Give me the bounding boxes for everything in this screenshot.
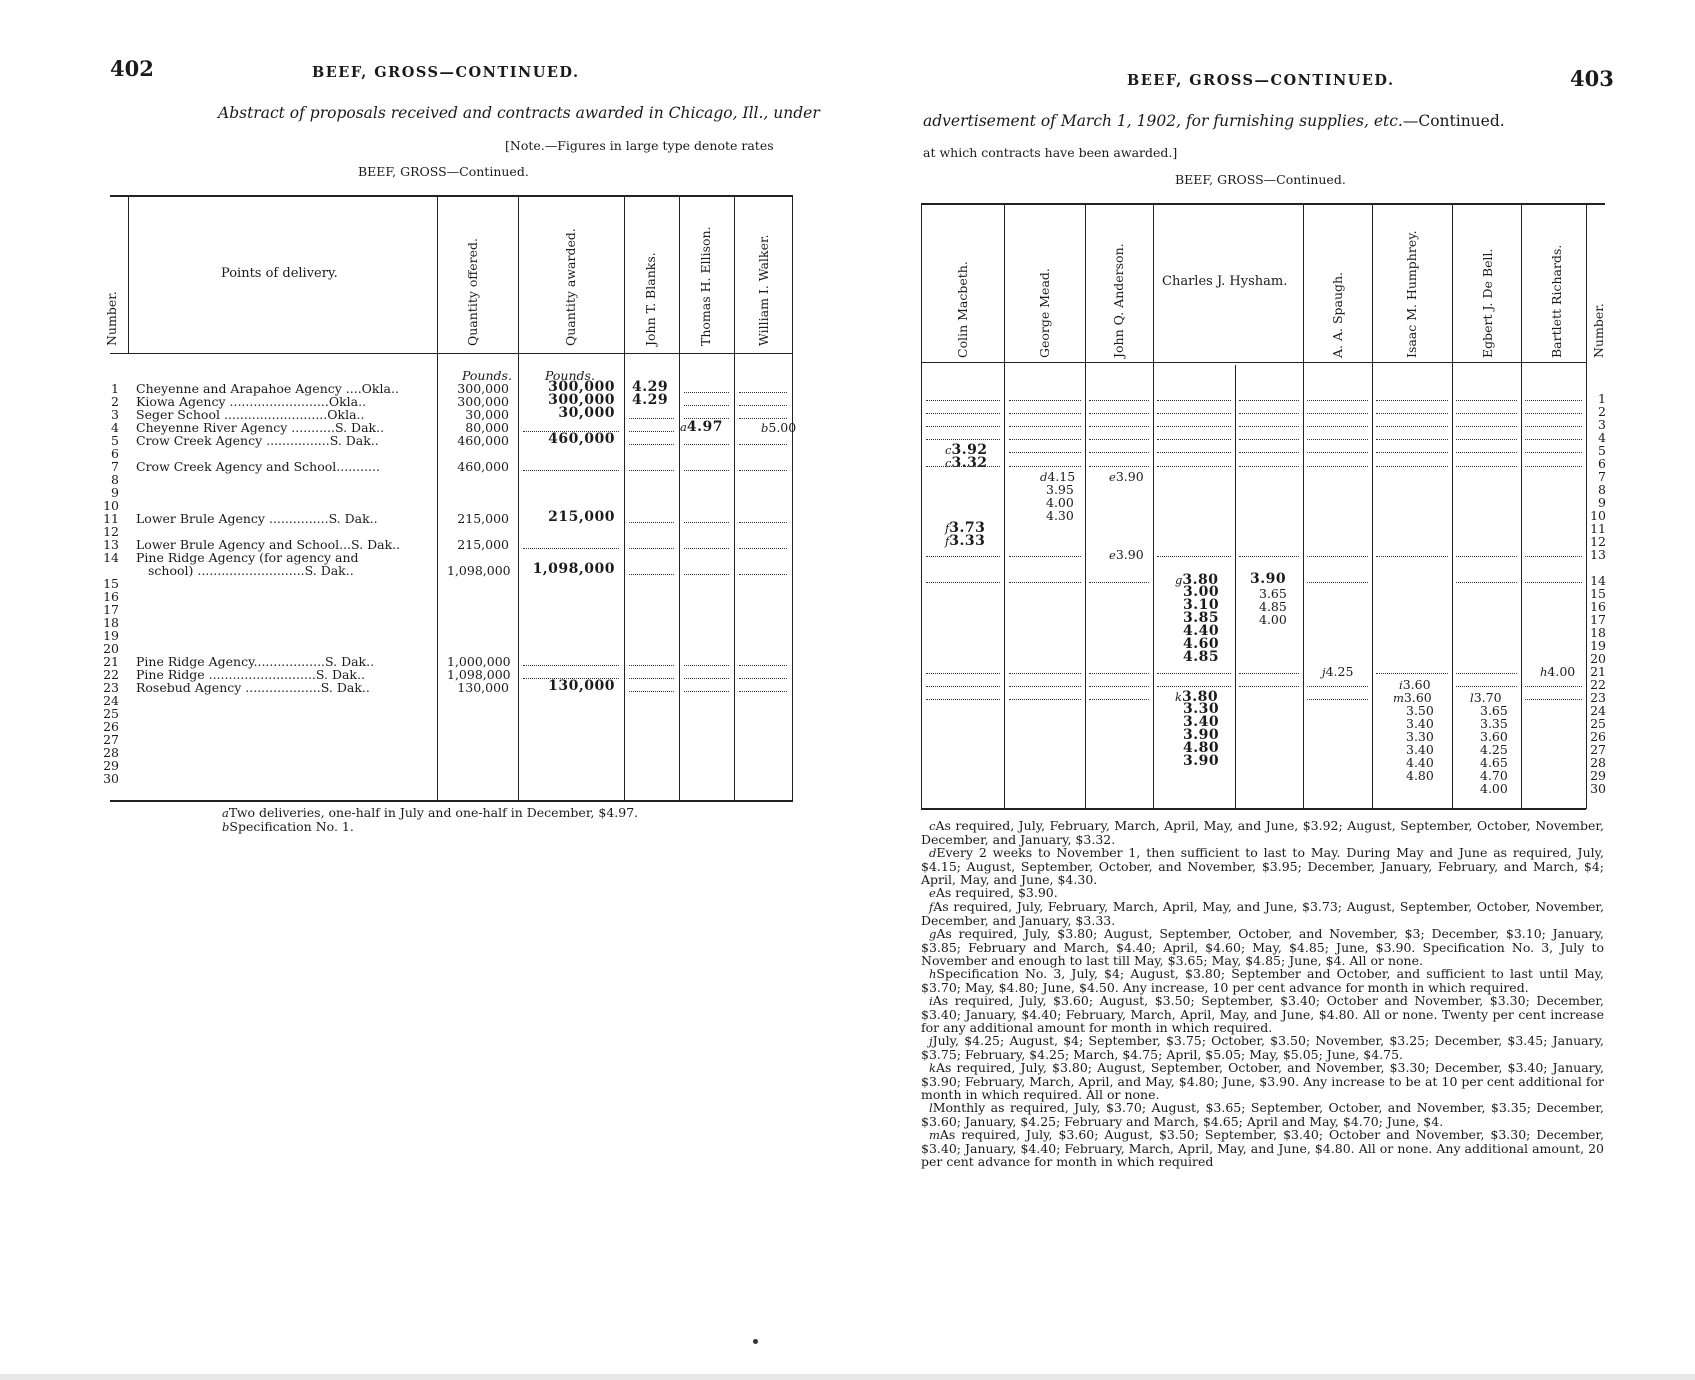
running-head-right: BEEF, GROSS—CONTINUED. [1127,72,1395,89]
offered-cell: 80,000 [465,420,509,435]
header-debell: Egbert J. De Bell. [1480,248,1495,358]
mead-cell: 3.95 [1046,482,1074,497]
header-richards: Bartlett Richards. [1549,244,1564,358]
header-mead: George Mead. [1037,268,1052,358]
hysham-cell: k3.80 [1175,689,1219,705]
row-number: 15 [103,576,119,591]
awarded-cell: 30,000 [558,405,615,421]
row-number: 9 [111,485,119,500]
row-number: 29 [1590,768,1606,783]
footnotes-right: cAs required, July, February, March, April, May, and June, $3.92; August, September, October, November, December, and January, $3.32. dEvery 2 weeks to November 1, then sufficient to last to May. During May and June as required, July, $4.15; August, September, October, and November, $3.95; December, January, February, and March, $4; April, May, and June, $4.30. eAs required, $3.90. fAs required, July, February, March, April, May, and June, $3.73; August, September, October, November, December, and January, $3.33. gAs required, July, $3.80; August, September, October, and November, $3; December, $3.10; January, $3.85; February and March, $4.40; April, $4.60; May, $4.85; June, $3.90. Specification No. 3, July to November and enough to last till May, $3.65; May, $4.85; June, $4. All or none. hSpecification No. 3, July, $4; August, $3.80; September and October, and sufficient to last until May, $3.70; May, $4.80; June, $4.50. Any increase, 10 per cent advance for month in which required. iAs required, July, $3.60; August, $3.50; September, $3.40; October and November, $3.30; December, $3.40; January, $4.40; February, March, April, May, and June, $4.80. All or none. Twenty per cent increase for any additional amount for month in which required. jJuly, $4.25; August, $4; September, $3.75; October, $3.50; November, $3.25; December, $3.45; January, $3.75; February, $4.25; March, $4.75; April, $5.05; May, $5.05; June, $4.75. kAs required, July, $3.80; August, September, October, and November, $3.30; December, $3.40; January, $3.90; February, March, April, and May, $4.80; June, $3.90. Any increase to be at 10 per cent additional for month in which required. All or none. lMonthly as required, July, $3.70; August, $3.65; September, October, and November, $3.35; December, $3.60; January, $4.25; February and March, $4.65; April and May, $4.70; June, $4. mAs required, July, $3.60; August, $3.50; September, $3.40; October and November, $3.30; December, $3.40; January, $4.40; February, March, April, May, and June, $4.80. All or none. Any additional amount, 20 per cent advance for month in which required [921,818,1604,1169]
header-hysham: Charles J. Hysham. [1162,274,1288,289]
humphrey-cell: 3.40 [1406,742,1434,757]
row-number: 23 [103,680,119,695]
humphrey-cell: 3.50 [1406,703,1434,718]
debell-cell: l3.70 [1470,690,1502,705]
mead-cell: 4.00 [1046,495,1074,510]
offered-cell: 460,000 [457,459,509,474]
page-number-403: 403 [1570,66,1614,91]
debell-cell: 3.35 [1480,716,1508,731]
running-head-left: BEEF, GROSS—CONTINUED. [312,64,580,81]
row-number: 6 [1598,456,1606,471]
offered-cell: 1,098,000 [447,563,511,578]
row-number: 27 [103,732,119,747]
abstract-title-right: advertisement of March 1, 1902, for furnishing supplies, etc.—Continued. [923,112,1505,130]
header-quantity-offered: Quantity offered. [465,237,480,346]
row-number: 20 [1590,651,1606,666]
debell-cell: 4.25 [1480,742,1508,757]
hysham-cell: 3.10 [1183,597,1220,613]
row-number: 25 [1590,716,1606,731]
walker-cell: b5.00 [761,420,797,435]
awarded-cell: 460,000 [548,431,615,447]
row-number: 11 [1590,521,1606,536]
debell-cell: 4.70 [1480,768,1508,783]
header-number-right: Number. [1591,303,1606,358]
header-spaugh: A. A. Spaugh. [1330,271,1345,358]
place-cell: Crow Creek Agency and School........... [136,459,380,474]
awarded-cell: 1,098,000 [532,561,615,577]
row-number: 23 [1590,690,1606,705]
hysham-cell: 4.80 [1183,740,1220,756]
hysham-cell: 3.90 [1183,753,1220,769]
ellison-cell: a4.97 [680,419,723,435]
row-number: 2 [1598,404,1606,419]
row-number: 2 [111,394,119,409]
row-number: 17 [1590,612,1606,627]
macbeth-cell: c3.32 [945,455,988,471]
mead-cell: d4.15 [1040,469,1076,484]
row-number: 24 [103,693,119,708]
debell-cell: 3.65 [1480,703,1508,718]
offered-cell: 130,000 [457,680,509,695]
units-offered: Pounds. [462,368,512,383]
row-number: 8 [1598,482,1606,497]
row-number: 14 [1590,573,1606,588]
row-number: 24 [1590,703,1606,718]
place-cell: Lower Brule Agency ...............S. Dak.. [136,511,378,526]
row-number: 4 [1598,430,1606,445]
row-number: 12 [1590,534,1606,549]
place-cell: Seger School ..........................Okla.. [136,407,365,422]
blanks-cell: 4.29 [632,392,669,408]
macbeth-cell: c3.92 [945,442,988,458]
row-number: 22 [1590,677,1606,692]
footnotes-left: aTwo deliveries, one-half in July and one-half in December, $4.97. bSpecification No. 1. [222,805,639,834]
hysham-cell: 3.85 [1183,610,1220,626]
mead-cell: 4.30 [1046,508,1074,523]
humphrey-cell: i3.60 [1399,677,1431,692]
offered-cell: 300,000 [457,394,509,409]
row-number: 1 [111,381,119,396]
offered-cell: 300,000 [457,381,509,396]
header-humphrey: Isaac M. Humphrey. [1404,230,1419,358]
row-number: 7 [1598,469,1606,484]
header-blanks: John T. Blanks. [643,252,658,346]
offered-cell: 30,000 [465,407,509,422]
row-number: 3 [1598,417,1606,432]
row-number: 1 [1598,391,1606,406]
debell-cell: 4.65 [1480,755,1508,770]
row-number: 10 [103,498,119,513]
hysham-b-cell: 3.90 [1250,571,1287,587]
row-number: 28 [1590,755,1606,770]
humphrey-cell: 3.40 [1406,716,1434,731]
row-number: 25 [103,706,119,721]
macbeth-cell: f3.73 [945,520,986,536]
place-cell: Pine Ridge Agency (for agency and [136,550,359,565]
header-walker: William I. Walker. [756,234,771,346]
debell-cell: 4.00 [1480,781,1508,796]
hysham-cell: 3.00 [1183,584,1220,600]
row-number: 28 [103,745,119,760]
row-number: 13 [1590,547,1606,562]
row-number: 15 [1590,586,1606,601]
units-awarded: Pounds. [545,368,595,383]
row-number: 4 [111,420,119,435]
place-cell: Crow Creek Agency ................S. Dak.. [136,433,379,448]
header-macbeth: Colin Macbeth. [955,261,970,358]
awarded-cell: 300,000 [548,392,615,408]
row-number: 26 [103,719,119,734]
awarded-cell: 130,000 [548,678,615,694]
row-number: 30 [1590,781,1606,796]
row-number: 27 [1590,742,1606,757]
hysham-cell: 3.40 [1183,714,1220,730]
place-cell: Rosebud Agency ...................S. Dak.. [136,680,370,695]
header-quantity-awarded: Quantity awarded. [563,228,578,346]
row-number: 19 [1590,638,1606,653]
place-cell: Cheyenne River Agency ...........S. Dak.. [136,420,385,435]
hysham-b-cell: 3.65 [1259,586,1287,601]
row-number: 16 [103,589,119,604]
row-number: 20 [103,641,119,656]
offered-cell: 215,000 [457,511,509,526]
note-right: at which contracts have been awarded.] [923,145,1178,160]
hysham-b-cell: 4.85 [1259,599,1287,614]
subheading-right: BEEF, GROSS—Continued. [1175,172,1346,187]
row-number: 29 [103,758,119,773]
humphrey-cell: m3.60 [1393,690,1432,705]
macbeth-cell: f3.33 [945,533,986,549]
note-left: [Note.—Figures in large type denote rates [505,138,774,153]
row-number: 21 [1590,664,1606,679]
row-number: 16 [1590,599,1606,614]
anderson-cell: e3.90 [1109,547,1144,562]
hysham-cell: g3.80 [1175,572,1219,588]
row-number: 3 [111,407,119,422]
row-number: 9 [1598,495,1606,510]
awarded-cell: 300,000 [548,379,615,395]
blanks-cell: 4.29 [632,379,669,395]
hysham-cell: 4.40 [1183,623,1220,639]
row-number: 11 [103,511,119,526]
stray-dot [753,1339,758,1344]
row-number: 7 [111,459,119,474]
header-points: Points of delivery. [221,266,338,281]
row-number: 10 [1590,508,1606,523]
row-number: 6 [111,446,119,461]
subheading-left: BEEF, GROSS—Continued. [358,164,529,179]
offered-cell: 1,098,000 [447,667,511,682]
place-cell: Lower Brule Agency and School...S. Dak.. [136,537,401,552]
row-number: 21 [103,654,119,669]
place-cell: Cheyenne and Arapahoe Agency ....Okla.. [136,381,399,396]
hysham-cell: 3.90 [1183,727,1220,743]
hysham-b-cell: 4.00 [1259,612,1287,627]
hysham-cell: 4.85 [1183,649,1220,665]
humphrey-cell: 4.40 [1406,755,1434,770]
header-ellison: Thomas H. Ellison. [698,226,713,346]
place-cell: Pine Ridge ...........................S. Dak.. [136,667,365,682]
place-cell: Pine Ridge Agency..................S. Dak.. [136,654,375,669]
row-number: 14 [103,550,119,565]
hysham-cell: 3.30 [1183,701,1220,717]
offered-cell: 1,000,000 [447,654,511,669]
humphrey-cell: 3.30 [1406,729,1434,744]
offered-cell: 215,000 [457,537,509,552]
row-number: 22 [103,667,119,682]
row-number: 17 [103,602,119,617]
header-number-left: Number. [104,291,119,346]
abstract-title-left: Abstract of proposals received and contracts awarded in Chicago, Ill., under [218,104,820,122]
row-number: 19 [103,628,119,643]
row-number: 18 [1590,625,1606,640]
row-number: 26 [1590,729,1606,744]
header-anderson: John Q. Anderson. [1111,243,1126,358]
awarded-cell: 215,000 [548,509,615,525]
row-number: 5 [111,433,119,448]
row-number: 5 [1598,443,1606,458]
anderson-cell: e3.90 [1109,469,1144,484]
row-number: 13 [103,537,119,552]
place-cell: school) ...........................S. Dak.. [148,563,354,578]
row-number: 18 [103,615,119,630]
offered-cell: 460,000 [457,433,509,448]
humphrey-cell: 4.80 [1406,768,1434,783]
scan-edge [0,1374,1695,1380]
place-cell: Kiowa Agency .........................Okla.. [136,394,367,409]
debell-cell: 3.60 [1480,729,1508,744]
row-number: 8 [111,472,119,487]
spaugh-cell: j4.25 [1322,664,1354,679]
hysham-cell: 4.60 [1183,636,1220,652]
row-number: 30 [103,771,119,786]
row-number: 12 [103,524,119,539]
richards-cell: h4.00 [1540,664,1576,679]
page-number-402: 402 [110,56,154,81]
